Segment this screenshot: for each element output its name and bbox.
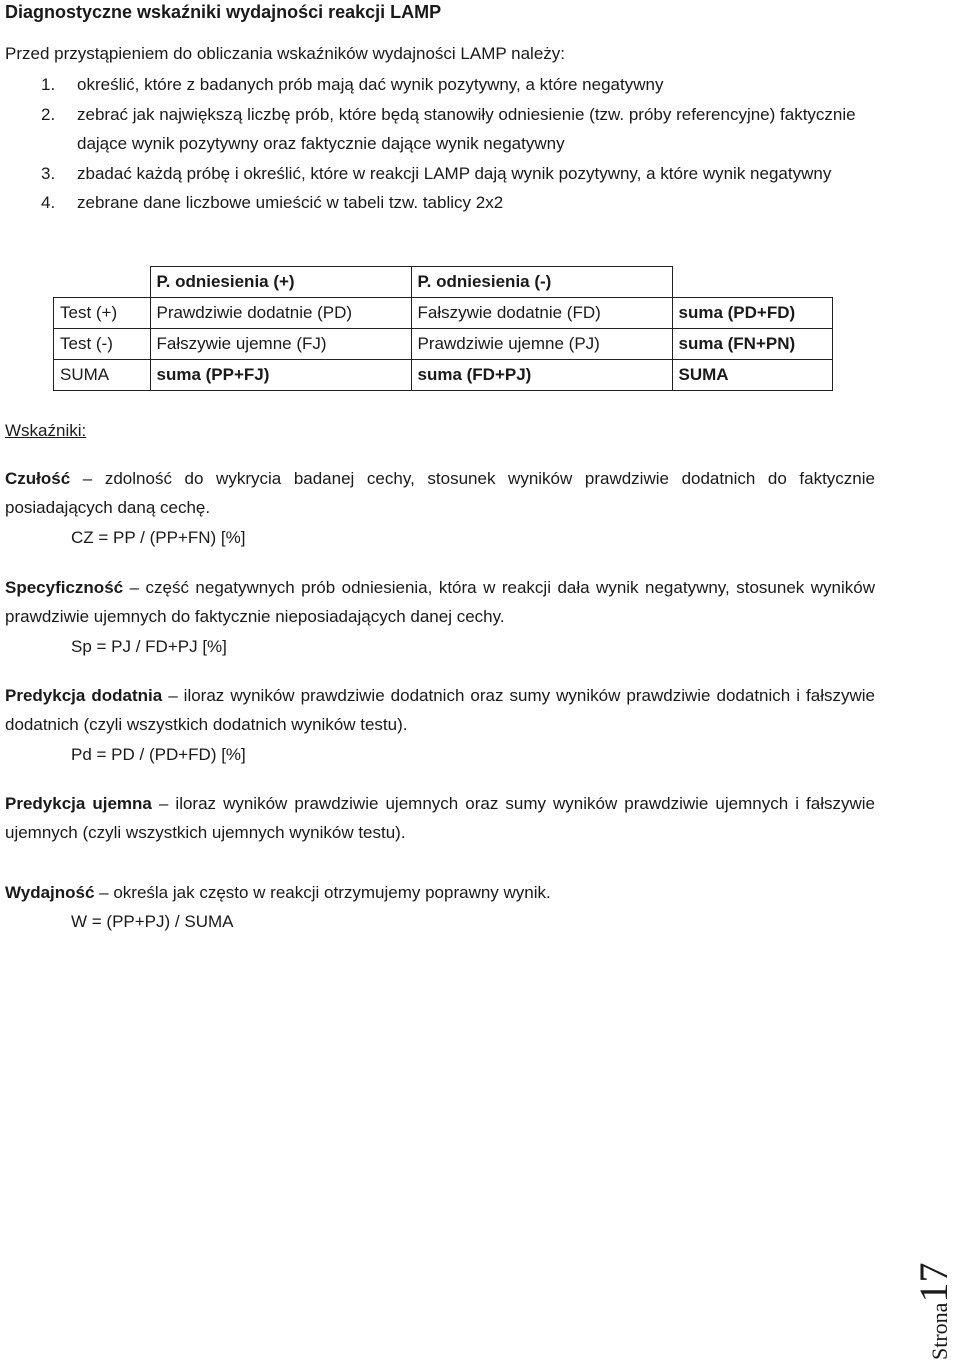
list-number: 4. [41, 193, 56, 212]
table-cell: Prawdziwie dodatnie (PD) [150, 298, 411, 329]
table-cell: SUMA [672, 360, 833, 391]
list-number: 1. [41, 75, 56, 94]
indicator-desc: – część negatywnych prób odniesienia, która w reakcji dała wynik negatywny, stosunek wyników prawdziwie ujemnych do faktycznie nieposiadających danej cechy. [5, 578, 875, 626]
table-cell: Test (-) [54, 329, 151, 360]
indicator-positive-prediction [5, 681, 875, 739]
table-row [54, 329, 833, 360]
page-number-value: 17 [911, 1262, 956, 1303]
indicator-desc: – iloraz wyników prawdziwie ujemnych oraz sumy wyników prawdziwie ujemnych i fałszywie ujemnych (czyli wszystkich ujemnych wyników testu). [5, 794, 875, 842]
intro-text: Przed przystąpieniem do obliczania wskaźników wydajności LAMP należy: [5, 44, 566, 63]
formula-specificity: Sp = PJ / FD+PJ [%] [71, 637, 227, 656]
indicator-term: Wydajność [5, 883, 95, 902]
table-cell: suma (FN+PN) [672, 329, 833, 360]
steps-list [5, 70, 877, 218]
table-cell: SUMA [54, 360, 151, 391]
page-title: Diagnostyczne wskaźniki wydajności reakcji LAMP [5, 2, 442, 22]
indicator-efficiency [5, 878, 875, 907]
indicator-term: Predykcja ujemna [5, 794, 152, 813]
page-label: Strona [927, 1302, 952, 1360]
indicator-sensitivity [5, 464, 875, 522]
indicators-heading: Wskaźniki: [5, 421, 87, 440]
table-row [54, 298, 833, 329]
list-text: określić, które z badanych prób mają dać wynik pozytywny, a które negatywny [77, 75, 664, 94]
table-cell: suma (PD+FD) [672, 298, 833, 329]
list-number: 2. [41, 104, 56, 124]
indicator-term: Predykcja dodatnia [5, 686, 163, 705]
page-footer [910, 1240, 954, 1360]
table-header-row [54, 267, 833, 298]
page-number [910, 1240, 954, 1360]
list-item [5, 70, 877, 100]
table-corner [54, 267, 151, 298]
list-item [5, 100, 877, 159]
formula-sensitivity: CZ = PP / (PP+FN) [%] [71, 528, 246, 547]
indicator-specificity [5, 573, 875, 631]
list-item [5, 159, 877, 189]
table-row [54, 360, 833, 391]
table-cell: suma (FD+PJ) [411, 360, 672, 391]
list-text: zbadać każdą próbę i określić, które w reakcji LAMP dają wynik pozytywny, a które wynik negatywny [77, 163, 832, 183]
indicator-desc: – określa jak często w reakcji otrzymujemy poprawny wynik. [94, 883, 551, 902]
table-cell: Fałszywie ujemne (FJ) [150, 329, 411, 360]
list-text: zebrać jak największą liczbę prób, które będą stanowiły odniesienie (tzw. próby referencyjne) faktycznie dające wynik pozytywny oraz faktycznie dające wynik negatywny [77, 104, 856, 153]
table-cell: suma (PP+FJ) [150, 360, 411, 391]
list-number: 3. [41, 163, 56, 183]
formula-positive-prediction: Pd = PD / (PD+FD) [%] [71, 745, 246, 764]
indicator-term: Specyficzność [5, 578, 124, 597]
formula-efficiency: W = (PP+PJ) / SUMA [71, 912, 234, 931]
indicator-negative-prediction [5, 789, 875, 847]
indicator-term: Czułość [5, 469, 71, 488]
contingency-table [53, 266, 833, 391]
table-header-empty [672, 267, 833, 298]
table-cell: Prawdziwie ujemne (PJ) [411, 329, 672, 360]
list-text: zebrane dane liczbowe umieścić w tabeli tzw. tablicy 2x2 [77, 193, 504, 212]
list-item [5, 188, 877, 218]
table-cell: Fałszywie dodatnie (FD) [411, 298, 672, 329]
indicator-desc: – iloraz wyników prawdziwie dodatnich oraz sumy wyników prawdziwie dodatnich i fałszywie dodatnich (czyli wszystkich dodatnich wyników testu). [5, 686, 875, 734]
indicator-desc: – zdolność do wykrycia badanej cechy, stosunek wyników prawdziwie dodatnich do faktycznie posiadających daną cechę. [5, 469, 875, 517]
table-cell: Test (+) [54, 298, 151, 329]
table-header-cell: P. odniesienia (+) [150, 267, 411, 298]
table-header-cell: P. odniesienia (-) [411, 267, 672, 298]
